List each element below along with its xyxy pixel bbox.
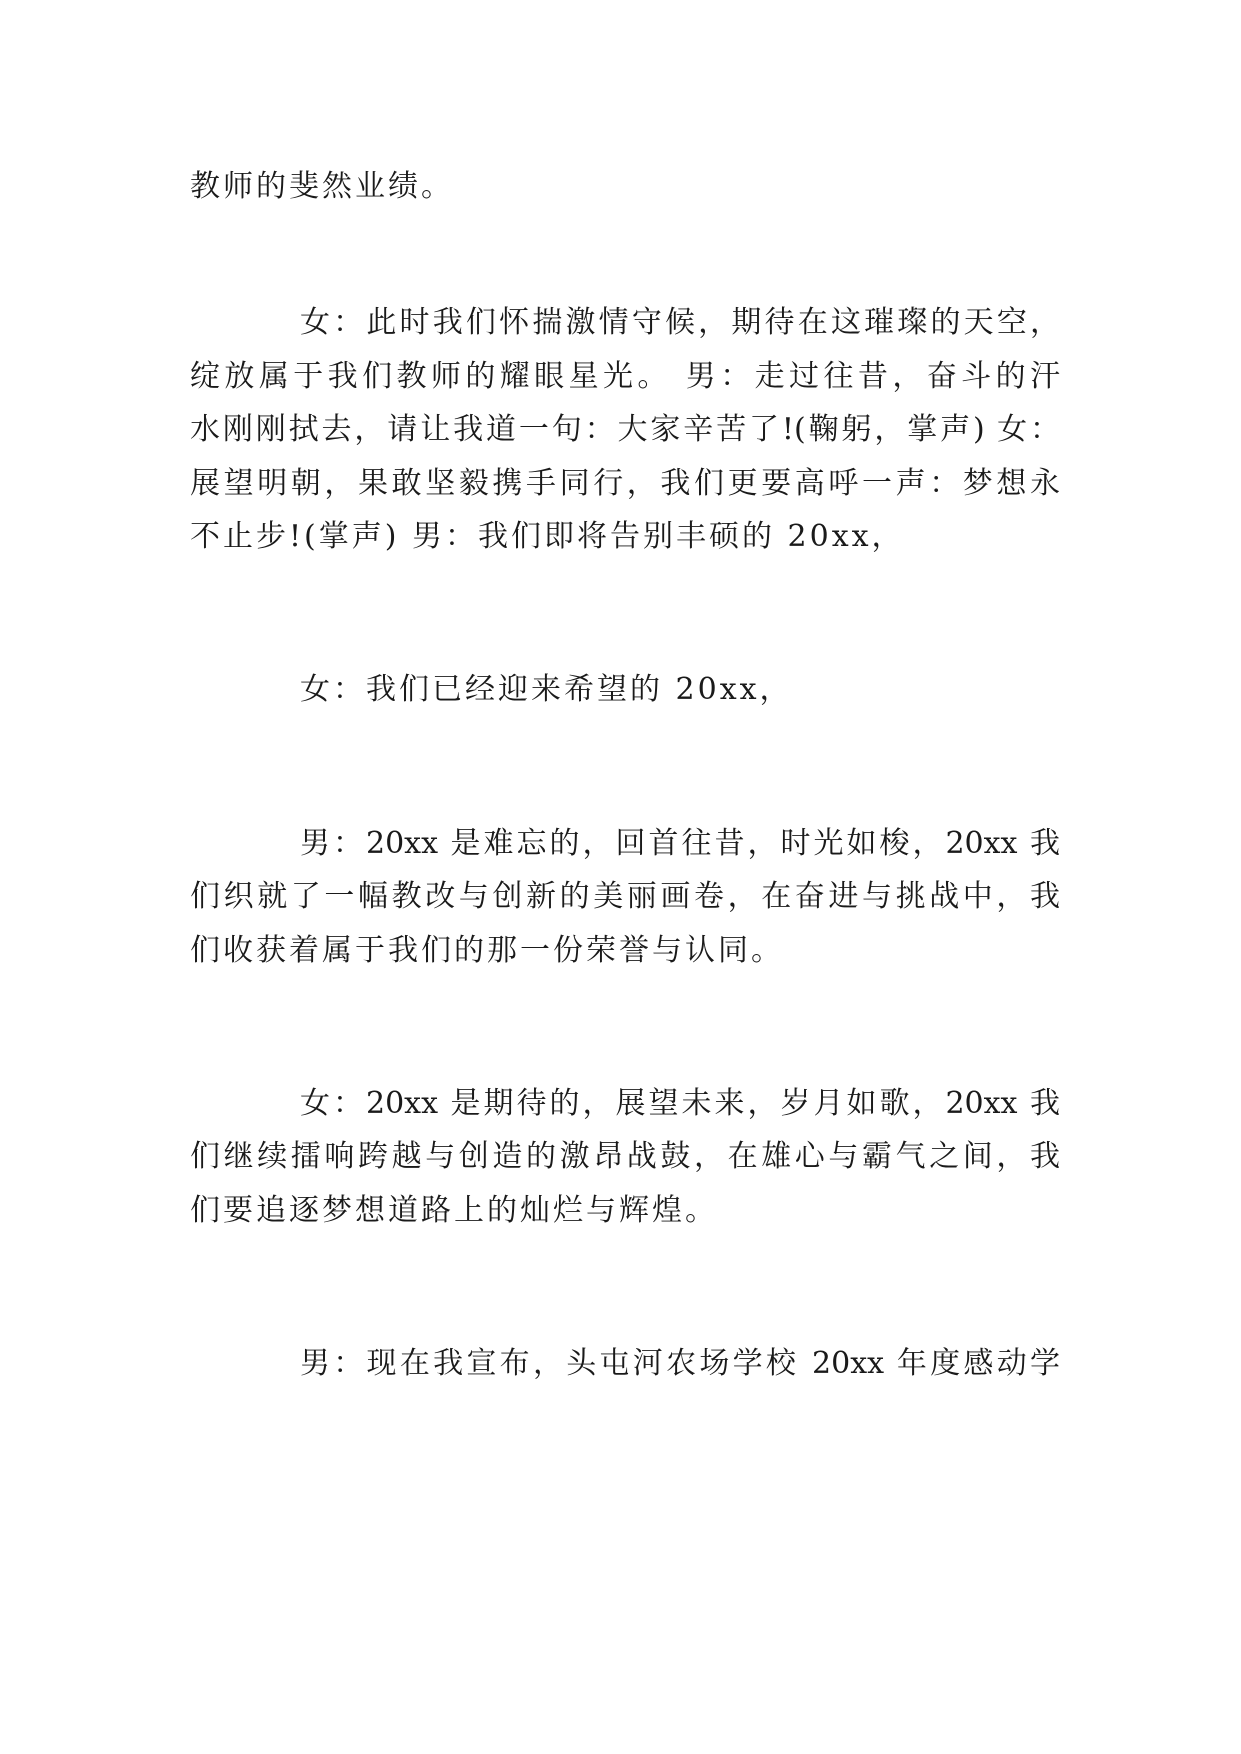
- text-line-1: 教师的斐然业绩。: [190, 169, 454, 204]
- text-line-10: 们收获着属于我们的那一份荣誉与认同。: [190, 933, 784, 968]
- text-line-3: 绽放属于我们教师的耀眼星光。 男：走过往昔，奋斗的汗: [190, 359, 1060, 394]
- text-line-11: 女：20xx 是期待的，展望未来，岁月如歌，20xx 我: [300, 1086, 1060, 1121]
- text-line-12: 们继续擂响跨越与创造的激昂战鼓，在雄心与霸气之间，我: [190, 1139, 1060, 1174]
- text-line-2: 女：此时我们怀揣激情守候，期待在这璀璨的天空，: [300, 305, 1060, 340]
- text-line-9: 们织就了一幅教改与创新的美丽画卷，在奋进与挑战中，我: [190, 879, 1060, 914]
- text-line-13: 们要追逐梦想道路上的灿烂与辉煌。: [190, 1193, 718, 1228]
- text-line-7: 女：我们已经迎来希望的 20xx，: [300, 672, 793, 707]
- text-line-8: 男：20xx 是难忘的，回首往昔，时光如梭，20xx 我: [300, 826, 1060, 861]
- text-line-4: 水刚刚拭去，请让我道一句：大家辛苦了!(鞠躬，掌声) 女：: [190, 412, 1060, 447]
- text-line-6: 不止步!(掌声) 男：我们即将告别丰硕的 20xx，: [190, 519, 905, 554]
- text-line-14: 男：现在我宣布，头屯河农场学校 20xx 年度感动学: [300, 1346, 1060, 1381]
- text-line-5: 展望明朝，果敢坚毅携手同行，我们更要高呼一声：梦想永: [190, 466, 1060, 501]
